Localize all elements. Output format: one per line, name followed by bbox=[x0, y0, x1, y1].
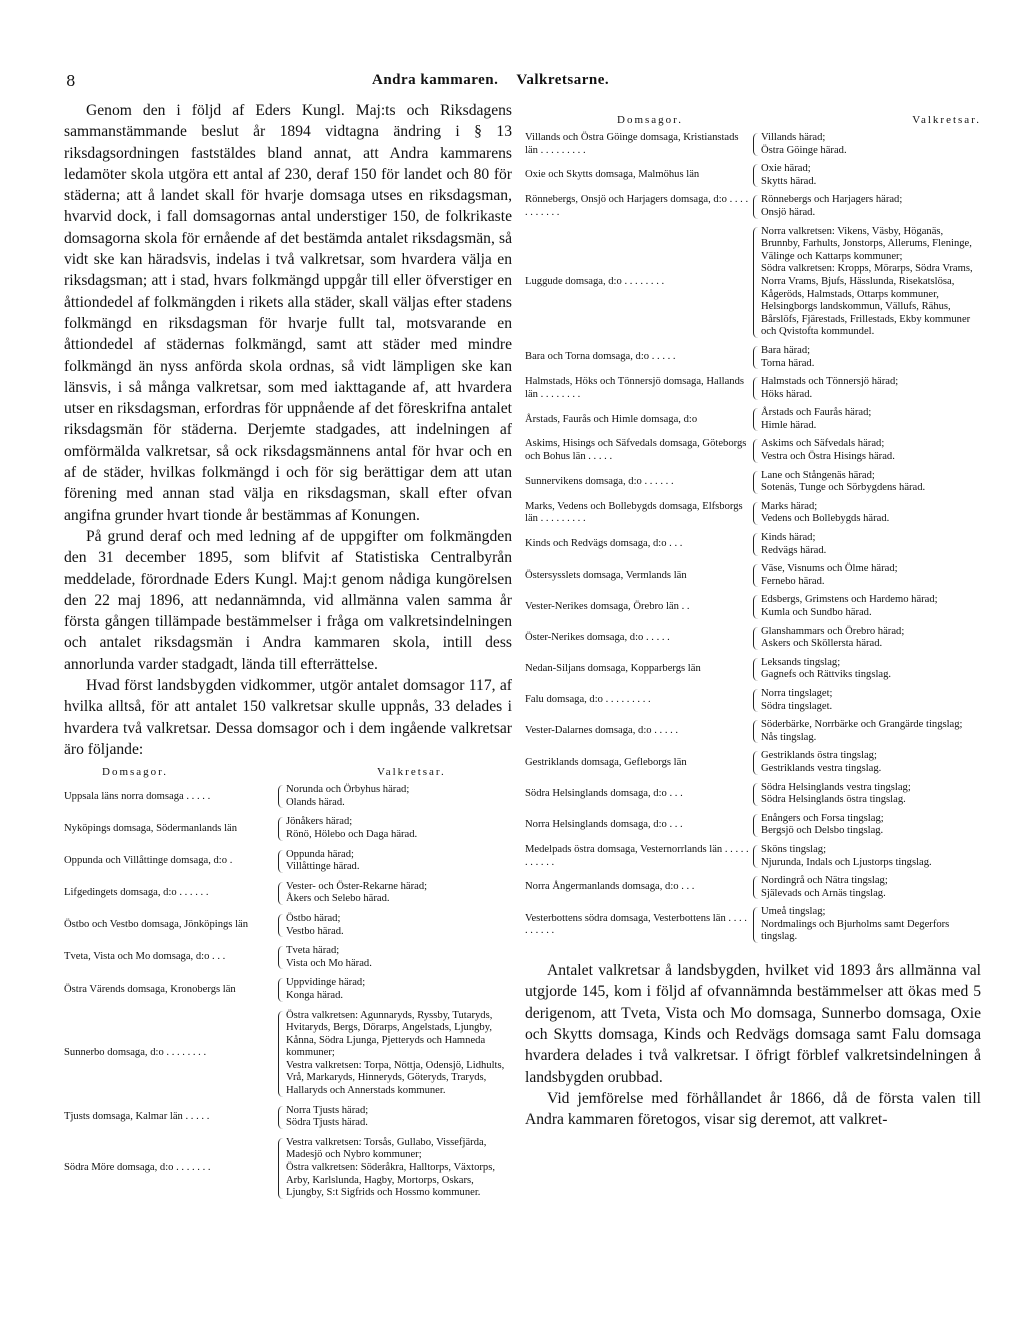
valkretsar-cell bbox=[286, 1105, 512, 1130]
valkretsar-cell bbox=[761, 132, 981, 157]
brace-mark bbox=[278, 978, 283, 1001]
valkrets-entry: Njurunda, Indals och Ljustorps tingslag. bbox=[761, 856, 932, 868]
domsaga-cell: Tjusts domsaga, Kalmar län . . . . . bbox=[64, 1110, 210, 1122]
domsaga-cell: Gestriklands domsaga, Gefleborgs län bbox=[525, 756, 687, 768]
domsagor-table-left bbox=[64, 784, 512, 1200]
table-header-domsagor-right: Domsagor. bbox=[617, 114, 683, 126]
valkrets-entry: Höks härad. bbox=[761, 388, 813, 400]
valkrets-entry: Kumla och Sundbo härad. bbox=[761, 607, 872, 618]
valkrets-entry: Norra tingslaget; bbox=[761, 687, 833, 699]
domsaga-cell: Kinds och Redvägs domsaga, d:o . . . bbox=[525, 538, 683, 550]
brace-mark bbox=[753, 595, 758, 618]
valkretsar-cell bbox=[286, 881, 512, 906]
table-row bbox=[64, 849, 512, 874]
valkretsar-cell bbox=[286, 977, 512, 1002]
domsaga-cell: Vester-Dalarnes domsaga, d:o . . . . . bbox=[525, 725, 679, 737]
brace-mark bbox=[278, 1138, 283, 1199]
valkrets-entry: Skytts härad. bbox=[761, 175, 817, 187]
table-header bbox=[64, 766, 512, 778]
table-row bbox=[64, 1137, 512, 1200]
intro-paragraph-1: Genom den i följd af Eders Kungl. Maj:ts och Riksdagens sammanstämmande beslut år 1894 vidtagna ändring i § 13 riksdagsordningen faststäldes bland annat, att Andra kammarens ledamöter skola utgöra ett antal af 230, deraf 150 för landet och 80 för städerna; att å landet skall för hvarje domsaga utses en riksdagsman, hvarvid dock, i fall domsagornas antal understiger 150, de folkrikaste domsagorna skola för ernående af det bestämda antalet riksdagsmän, så vidt ske kan häradsvis, indelas i två valkretsar, som hvardera välja en riksdagsman; att i stad, hvars folkmängd uppgår till eller öfverstiger en åttiondedel af folkmängden i rikets alla städer, skall väljas efter stadens folkmängd en riksdagsman för hvarje fullt tal, motsvarande en åttiondedel af städernas folkmängd, samt att städer med mindre folkmängd än nyss anförda skola ordnas, så vidt lämpligen ske kan länsvis, i så många valkretsar, som med iakttagande af, att hvardera utser en riksdagsman, erfordras för uppnående af det föreskrifna antalet riksdagsmän för städerna. Derjemte stadgades, att indelningen af omförmälda valkretsar, så ock riksdagsmännens antal för hvar och en af de städer, hvilkas folkmängd i och för sig berättigar dem att utan förening med annan stad välja en riksdagsman, skall efter ofvan angifna grunder hvart tionde år bestämmas af Konungen. bbox=[64, 102, 512, 524]
right-column bbox=[525, 108, 981, 1130]
domsaga-cell: Nedan-Siljans domsaga, Kopparbergs län bbox=[525, 663, 701, 675]
valkrets-entry: Sköns tingslag; bbox=[761, 843, 827, 855]
brace-mark bbox=[753, 751, 758, 774]
brace-mark bbox=[278, 817, 283, 840]
valkretsar-cell bbox=[761, 376, 981, 401]
valkrets-entry: Södra Tjusts härad. bbox=[286, 1117, 368, 1129]
brace-mark bbox=[753, 627, 758, 650]
domsaga-cell: Norra Helsinglands domsaga, d:o . . . bbox=[525, 819, 683, 831]
table-row bbox=[525, 813, 981, 838]
valkretsar-cell bbox=[761, 438, 981, 463]
valkretsar-cell bbox=[761, 594, 981, 619]
valkrets-entry: Oxie härad; bbox=[761, 163, 811, 175]
valkretsar-cell bbox=[761, 782, 981, 807]
valkrets-entry: Åkers och Selebo härad. bbox=[286, 893, 390, 905]
domsaga-cell: Östbo och Vestbo domsaga, Jönköpings län bbox=[64, 919, 249, 931]
valkrets-entry: Östbo härad; bbox=[286, 912, 341, 924]
domsaga-cell: Halmstads, Höks och Tönnersjö domsaga, Hallands län . . . . . . . . bbox=[525, 376, 745, 400]
table-row bbox=[525, 844, 981, 869]
domsaga-cell: Falu domsaga, d:o . . . . . . . . . bbox=[525, 694, 651, 706]
valkretsar-cell bbox=[286, 913, 512, 938]
table-row bbox=[525, 782, 981, 807]
valkrets-entry: Villåttinge härad. bbox=[286, 861, 360, 873]
brace-mark bbox=[753, 658, 758, 681]
table-row bbox=[525, 132, 981, 157]
valkrets-entry: Norra valkretsen: Vikens, Väsby, Höganäs, Brunnby, Farhults, Jonstorps, Allerums, Fleninge, Välinge och Kattarps kommuner; bbox=[761, 225, 972, 262]
valkrets-entry: Nås tingslag. bbox=[761, 731, 817, 743]
brace-mark bbox=[753, 502, 758, 525]
brace-mark bbox=[278, 1011, 283, 1097]
brace-mark bbox=[753, 439, 758, 462]
valkrets-entry: Glanshammars och Örebro härad; bbox=[761, 625, 905, 637]
valkrets-entry: Fernebo härad. bbox=[761, 575, 825, 587]
domsaga-cell: Östra Värends domsaga, Kronobergs län bbox=[64, 983, 236, 995]
valkretsar-cell bbox=[761, 688, 981, 713]
valkretsar-cell bbox=[761, 407, 981, 432]
valkrets-entry: Askers och Sköllersta härad. bbox=[761, 638, 883, 650]
domsaga-cell: Rönnebergs, Onsjö och Harjagers domsaga, d:o . . . . . . . . . . . bbox=[525, 194, 749, 218]
valkretsar-cell bbox=[761, 470, 981, 495]
table-row bbox=[525, 719, 981, 744]
brace-mark bbox=[753, 814, 758, 837]
running-head-chamber: Andra kammaren. bbox=[372, 72, 499, 88]
valkrets-entry: Norra Tjusts härad; bbox=[286, 1104, 369, 1116]
valkretsar-cell bbox=[761, 194, 981, 219]
running-head-section: Valkretsarne. bbox=[516, 72, 610, 88]
domsaga-cell: Vester-Nerikes domsaga, Örebro län . . bbox=[525, 600, 690, 612]
valkrets-entry: Jönåkers härad; bbox=[286, 816, 353, 828]
valkrets-entry: Himle härad. bbox=[761, 419, 817, 431]
domsaga-cell: Sunnervikens domsaga, d:o . . . . . . bbox=[525, 475, 674, 487]
table-row bbox=[525, 470, 981, 495]
valkrets-entry: Uppvidinge härad; bbox=[286, 977, 366, 989]
valkrets-entry: Nordingrå och Nätra tingslag; bbox=[761, 875, 888, 887]
valkrets-entry: Konga härad. bbox=[286, 989, 344, 1001]
valkrets-entry: Rönnebergs och Harjagers härad; bbox=[761, 194, 903, 206]
valkrets-entry: Tveta härad; bbox=[286, 945, 340, 957]
valkrets-entry: Rönö, Hölebo och Daga härad. bbox=[286, 828, 418, 840]
brace-mark bbox=[753, 783, 758, 806]
table-row bbox=[64, 977, 512, 1002]
valkretsar-cell bbox=[761, 813, 981, 838]
valkretsar-cell bbox=[761, 875, 981, 900]
valkrets-entry: Bergsjö och Delsbo tingslag. bbox=[761, 825, 884, 837]
valkrets-entry: Onsjö härad. bbox=[761, 206, 816, 218]
domsaga-cell: Medelpads östra domsaga, Vesternorrlands län . . . . . . . . . . . bbox=[525, 843, 749, 868]
valkretsar-cell bbox=[761, 501, 981, 526]
valkrets-entry: Vester- och Öster-Rekarne härad; bbox=[286, 880, 428, 892]
brace-mark bbox=[753, 227, 758, 338]
table-row bbox=[64, 881, 512, 906]
valkrets-entry: Redvägs härad. bbox=[761, 544, 827, 556]
valkrets-entry: Askims och Säfvedals härad; bbox=[761, 438, 885, 450]
table-row bbox=[525, 688, 981, 713]
domsaga-cell: Oppunda och Villåttinge domsaga, d:o . bbox=[64, 854, 233, 866]
running-head bbox=[372, 72, 623, 89]
page-number: 8 bbox=[66, 72, 76, 90]
domsaga-cell: Årstads, Faurås och Himle domsaga, d:o bbox=[525, 413, 698, 425]
valkrets-entry: Gagnefs och Rättviks tingslag. bbox=[761, 669, 892, 681]
intro-paragraph-3: Hvad först landsbygden vidkommer, utgör antalet domsagor 117, af hvilka alltså, för att antalet 150 valkretsar skulle uppnås, 33 delades i hvardera två valkretsar. Dessa domsagor och i dem ingående valkretsar äro följande: bbox=[64, 677, 512, 758]
valkrets-entry: Vista och Mo härad. bbox=[286, 957, 372, 969]
valkretsar-cell bbox=[286, 784, 512, 809]
table-row bbox=[525, 563, 981, 588]
valkrets-entry: Själevads och Arnäs tingslag. bbox=[761, 887, 886, 899]
valkretsar-cell bbox=[286, 816, 512, 841]
domsaga-cell: Södra Helsinglands domsaga, d:o . . . bbox=[525, 787, 683, 799]
table-row bbox=[525, 906, 981, 944]
table-row bbox=[64, 945, 512, 970]
brace-mark bbox=[753, 346, 758, 369]
valkrets-entry: Årstads och Faurås härad; bbox=[761, 407, 872, 419]
closing-paragraph-1: Antalet valkretsar å landsbygden, hvilket vid 1893 års allmänna val utgjorde 145, kom i följd af ofvannämnda bestämmelser att ökas med 5 derigenom, att Tveta, Vista och Mo domsaga, Sunnerbo domsaga, Oxie och Skytts domsaga, Kinds och Redvägs domsaga samt Falu domsaga hvardera delades i två valkretsar. I öfrigt förblef valkretsindelningen å landsbygden orubbad. bbox=[525, 962, 981, 1086]
brace-mark bbox=[278, 785, 283, 808]
valkrets-entry: Halmstads och Tönnersjö härad; bbox=[761, 376, 899, 388]
brace-mark bbox=[753, 408, 758, 431]
valkrets-entry: Gestriklands vestra tingslag. bbox=[761, 762, 882, 774]
valkretsar-cell bbox=[761, 657, 981, 682]
table-row bbox=[525, 194, 981, 219]
table-row bbox=[64, 1010, 512, 1098]
intro-paragraph-2: På grund deraf och med ledning af de uppgifter om folkmängden den 31 december 1895, som blifvit af Statistiska Centralbyrån meddelade, förordnade Eders Kungl. Maj:t genom nådiga kungörelsen den 22 maj 1896, att nedannämnda, vid allmänna valen samma år första gången tillämpade bestämmelser i fråga om valkretsindelningen och antalet riksdagsmän i Andra kammaren skola, intill dess annorlunda varder stadgadt, lända till efterrättelse. bbox=[64, 527, 512, 673]
valkrets-entry: Gestriklands östra tingslag; bbox=[761, 750, 877, 762]
brace-mark bbox=[278, 882, 283, 905]
valkrets-entry: Sotenäs, Tunge och Sörbygdens härad. bbox=[761, 482, 926, 494]
valkretsar-cell bbox=[761, 563, 981, 588]
domsaga-cell: Marks, Vedens och Bollebygds domsaga, Elfsborgs län . . . . . . . . . bbox=[525, 500, 743, 525]
table-row bbox=[525, 532, 981, 557]
valkretsar-cell bbox=[286, 849, 512, 874]
valkrets-entry: Östra Göinge härad. bbox=[761, 144, 847, 156]
valkretsar-cell bbox=[761, 626, 981, 651]
domsaga-cell: Luggude domsaga, d:o . . . . . . . . bbox=[525, 275, 665, 287]
valkrets-entry: Oppunda härad; bbox=[286, 848, 354, 860]
left-column bbox=[64, 100, 512, 1207]
table-header-domsagor: Domsagor. bbox=[102, 766, 168, 779]
table-row bbox=[64, 784, 512, 809]
table-row bbox=[525, 657, 981, 682]
table-header-right bbox=[525, 114, 981, 126]
valkrets-entry: Kinds härad; bbox=[761, 532, 816, 544]
valkrets-entry: Edsbergs, Grimstens och Hardemo härad; bbox=[761, 594, 938, 606]
domsaga-cell: Öster-Nerikes domsaga, d:o . . . . . bbox=[525, 631, 670, 643]
valkrets-entry: Södra Helsinglands östra tingslag. bbox=[761, 794, 906, 806]
domsaga-cell: Vesterbottens södra domsaga, Vesterbottens län . . . . . . . . . . bbox=[525, 912, 747, 937]
valkrets-entry: Nordmalings och Bjurholms samt Degerfors tingslag. bbox=[761, 918, 950, 943]
closing-paragraph-2: Vid jemförelse med förhållandet år 1866, då de första valen till Andra kammaren företogos, visar sig deremot, att valkret- bbox=[525, 1089, 981, 1129]
table-row bbox=[525, 594, 981, 619]
valkrets-entry: Östra valkretsen: Agunnaryds, Ryssby, Tutaryds, Hvitaryds, Bergs, Dörarps, Angelstads, Ljungby, Kånna, Södra Ljunga, Pjetteryds och Hamneda kommuner; bbox=[286, 1009, 493, 1059]
valkrets-entry: Vestra valkretsen: Torsås, Gullabo, Vissefjärda, Madesjö och Nybro kommuner; bbox=[286, 1136, 487, 1161]
table-row bbox=[525, 875, 981, 900]
table-row bbox=[525, 438, 981, 463]
valkrets-entry: Marks härad; bbox=[761, 500, 818, 512]
table-row bbox=[525, 345, 981, 370]
brace-mark bbox=[753, 164, 758, 187]
table-row bbox=[525, 376, 981, 401]
brace-mark bbox=[278, 914, 283, 937]
brace-mark bbox=[753, 876, 758, 899]
table-row bbox=[64, 913, 512, 938]
domsaga-cell: Tveta, Vista och Mo domsaga, d:o . . . bbox=[64, 951, 226, 963]
valkrets-entry: Södra tingslaget. bbox=[761, 700, 833, 712]
domsaga-cell: Bara och Torna domsaga, d:o . . . . . bbox=[525, 351, 676, 363]
valkretsar-cell bbox=[286, 1137, 512, 1200]
domsaga-cell: Oxie och Skytts domsaga, Malmöhus län bbox=[525, 169, 700, 181]
domsaga-cell: Nyköpings domsaga, Södermanlands län bbox=[64, 822, 238, 834]
valkrets-entry: Enångers och Forsa tingslag; bbox=[761, 812, 884, 824]
table-header-valkretsar-right: Valkretsar. bbox=[912, 114, 981, 126]
valkrets-entry: Vestbo härad. bbox=[286, 925, 344, 937]
valkrets-entry: Södra Helsinglands vestra tingslag; bbox=[761, 781, 911, 793]
valkrets-entry: Olands härad. bbox=[286, 796, 345, 808]
table-row bbox=[525, 407, 981, 432]
table-header-valkretsar: Valkretsar. bbox=[377, 766, 446, 779]
table-row bbox=[525, 226, 981, 339]
valkrets-entry: Villands härad; bbox=[761, 132, 826, 143]
domsagor-table-right bbox=[525, 132, 981, 944]
valkretsar-cell bbox=[286, 945, 512, 970]
brace-mark bbox=[753, 471, 758, 494]
valkrets-entry: Vestra valkretsen: Torpa, Nöttja, Odensjö, Lidhults, Vrå, Markaryds, Hinneryds, Göteryds, Traryds, Hallaryds och Annerstads kommuner. bbox=[286, 1059, 505, 1097]
domsaga-cell: Södra Möre domsaga, d:o . . . . . . . bbox=[64, 1162, 211, 1174]
brace-mark bbox=[278, 1106, 283, 1129]
domsaga-cell: Uppsala läns norra domsaga . . . . . bbox=[64, 790, 211, 802]
domsaga-cell: Villands och Östra Göinge domsaga, Kristianstads län . . . . . . . . . bbox=[525, 132, 739, 156]
valkretsar-cell bbox=[286, 1010, 512, 1098]
valkrets-entry: Bara härad; bbox=[761, 344, 811, 356]
valkrets-entry: Leksands tingslag; bbox=[761, 656, 841, 668]
valkrets-entry: Norunda och Örbyhus härad; bbox=[286, 784, 410, 796]
table-row bbox=[64, 1105, 512, 1130]
table-row bbox=[525, 626, 981, 651]
valkrets-entry: Vestra och Östra Hisings härad. bbox=[761, 451, 895, 463]
table-row bbox=[525, 750, 981, 775]
brace-mark bbox=[278, 946, 283, 969]
brace-mark bbox=[753, 720, 758, 743]
valkrets-entry: Lane och Stångenäs härad; bbox=[761, 469, 875, 481]
valkretsar-cell bbox=[761, 750, 981, 775]
brace-mark bbox=[278, 850, 283, 873]
valkretsar-cell bbox=[761, 532, 981, 557]
valkrets-entry: Södra valkretsen: Kropps, Mörarps, Södra Vrams, Norra Vrams, Bjufs, Hässlunda, Risekatslösa, Kågeröds, Halmstads, Ottarps kommuner, Helsingborgs landskommun, Vällufs, Rähus, Bårslöfs, Fjärestads, Frillestads, Ekby kommuner och Qvistofta kommundel. bbox=[761, 263, 973, 338]
valkretsar-cell bbox=[761, 844, 981, 869]
domsaga-cell: Sunnerbo domsaga, d:o . . . . . . . . bbox=[64, 1047, 207, 1059]
valkretsar-cell bbox=[761, 163, 981, 188]
brace-mark bbox=[753, 907, 758, 943]
valkrets-entry: Östra valkretsen: Söderåkra, Halltorps, Växtorps, Arby, Karlslunda, Hagby, Mortorps, Oskars, Ljungby, S:t Sigfrids och Hossmo kommuner. bbox=[286, 1162, 495, 1199]
brace-mark bbox=[753, 195, 758, 218]
brace-mark bbox=[753, 689, 758, 712]
table-row bbox=[64, 816, 512, 841]
brace-mark bbox=[753, 133, 758, 156]
brace-mark bbox=[753, 845, 758, 868]
brace-mark bbox=[753, 377, 758, 400]
valkretsar-cell bbox=[761, 345, 981, 370]
table-row bbox=[525, 501, 981, 526]
valkrets-entry: Umeå tingslag; bbox=[761, 906, 826, 918]
valkrets-entry: Vedens och Bollebygds härad. bbox=[761, 513, 890, 525]
brace-mark bbox=[753, 533, 758, 556]
valkrets-entry: Söderbärke, Norrbärke och Grangärde tingslag; bbox=[761, 719, 963, 731]
domsaga-cell: Östersysslets domsaga, Vermlands län bbox=[525, 569, 687, 581]
table-row bbox=[525, 163, 981, 188]
valkrets-entry: Torna härad. bbox=[761, 357, 815, 369]
valkrets-entry: Väse, Visnums och Ölme härad; bbox=[761, 563, 898, 575]
brace-mark bbox=[753, 564, 758, 587]
domsaga-cell: Askims, Hisings och Säfvedals domsaga, Göteborgs och Bohus län . . . . . bbox=[525, 438, 747, 463]
valkretsar-cell bbox=[761, 226, 981, 339]
valkretsar-cell bbox=[761, 719, 981, 744]
valkretsar-cell bbox=[761, 906, 981, 944]
domsaga-cell: Norra Ångermanlands domsaga, d:o . . . bbox=[525, 881, 695, 893]
domsaga-cell: Lifgedingets domsaga, d:o . . . . . . bbox=[64, 887, 209, 899]
